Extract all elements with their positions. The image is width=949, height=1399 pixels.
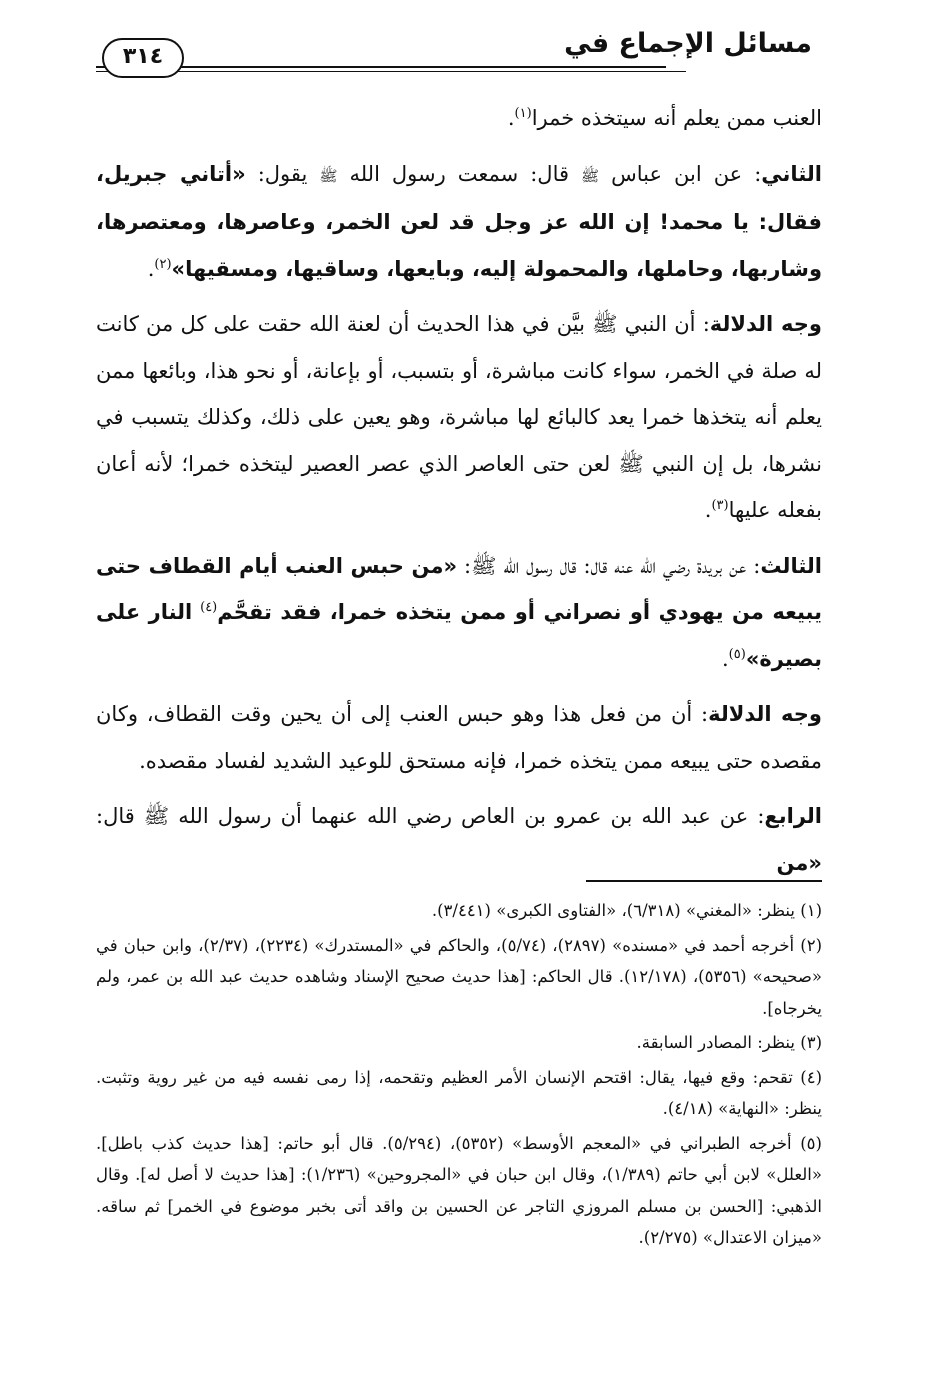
footnote-3: (٣) ينظر: المصادر السابقة. (636, 1033, 822, 1052)
section-lead: الثاني (761, 161, 822, 186)
honorific-symbol: ﷺ (581, 166, 600, 185)
paragraph-text: : عن عبد الله بن عمرو بن العاص رضي الله عنهما أن رسول الله ﷺ قال: (96, 804, 765, 828)
footnote-ref[interactable]: (١) (514, 106, 532, 121)
paragraph-text: : أن من فعل هذا وهو حبس العنب إلى أن يحين وقت القطاف، وكان مقصده حتى يبيعه ممن يتخذه خمرا، فإنه مستحق للوعيد الشديد لفساد مقصده. (96, 702, 822, 773)
page-number-badge: ٣١٤ (102, 38, 184, 78)
footnote-5: (٥) أخرجه الطبراني في «المعجم الأوسط» (٥٣٥٢)، (٥/٢٩٤). قال أبو حاتم: [هذا حديث كذب باطل]. «العلل» لابن أبي حاتم (١/٣٨٩)، وقال ابن حبان في «المجروحين» (١/٢٣٦): [هذا حديث لا أصل له]. وقال الذهبي: [الحسن بن مسلم المروزي التاجر عن الحسين بن واقد أتى بخبر موضوع في الخمر] ثم ساقه. «ميزان الاعتدال» (٢/٢٧٥). (96, 1133, 822, 1247)
footnote-ref[interactable]: (٢) (154, 256, 172, 272)
paragraph-continuation (96, 95, 822, 142)
section-lead: الرابع (764, 804, 822, 828)
running-header (96, 26, 822, 86)
paragraph-text: العنب ممن يعلم أنه سيتخذه خمرا (531, 106, 822, 130)
sentence-end: . (507, 106, 515, 130)
paragraph-third-hadith (96, 543, 822, 683)
paragraph-text: قال: سمعت رسول الله (349, 161, 570, 186)
hadith-quote: «أتاني جبريل، فقال: يا محمد! إن الله عز وجل قد لعن الخمر، وعاصرها، ومعتصرها، وشاربها، وحاملها، والمحمولة إليه، وبايعها، وساقيها، ومسقيها» (96, 161, 822, 281)
hadith-quote: «من (776, 850, 822, 875)
footnote-4: (٤) تقحم: وقع فيها، يقال: اقتحم الإنسان الأمر العظيم وتقحمه، إذا رمى نفسه فيه من غير روية وتثبت. ينظر: «النهاية» (٤/١٨). (96, 1067, 822, 1118)
paragraph-text: : عن ابن عباس (611, 161, 762, 186)
running-title: مسائل الإجماع في (564, 28, 812, 59)
section-lead: وجه الدلالة (708, 702, 822, 726)
section-lead: وجه الدلالة (709, 312, 822, 336)
sentence-end: . (147, 256, 155, 281)
honorific-symbol: ﷺ (319, 166, 338, 185)
footnote-ref[interactable]: (٥) (728, 646, 746, 662)
sentence-end: . (721, 646, 729, 671)
paragraph-text: : أن النبي ﷺ بيَّن في هذا الحديث أن لعنة الله حقت على كل من كانت له صلة في الخمر، سواء كانت مباشرة، أو بتسبب، أو بإعانة، أو نحو هذا، وبائعها ممن يعلم أنه يتخذها خمرا يعد كالبائع لها مباشرة، وهو يعين على ذلك، وكذلك يتسبب في نشرها، بل إن النبي ﷺ لعن حتى العاصر الذي عصر العصير ليتخذه خمرا؛ لأنه أعان بفعله عليها (96, 312, 822, 522)
paragraph-evidence-1 (96, 301, 822, 534)
book-page (96, 0, 822, 1399)
hadith-quote: «من حبس العنب أيام القطاف حتى يبيعه من يهودي أو نصراني أو ممن يتخذه خمرا، فقد تقحَّم (96, 553, 822, 624)
footnotes (96, 895, 822, 1257)
footnote-2: (٢) أخرجه أحمد في «مسنده» (٢٨٩٧)، (٥/٧٤)، والحاكم في «المستدرك» (٢٢٣٤)، (٢/٣٧)، وابن حبان في «صحيحه» (٥٣٥٦)، (١٢/١٧٨). قال الحاكم: [هذا حديث صحيح الإسناد وشاهده حديث عبد الله بن عمر، ولم يخرجاه]. (96, 935, 822, 1018)
footnote-1: (١) ينظر: «المغني» (٦/٣١٨)، «الفتاوى الكبرى» (٣/٤٤١). (431, 901, 822, 920)
sentence-end: . (704, 498, 712, 522)
paragraph-text: : عن بريدة رضي الله عنه قال: قال رسول الله ﷺ: (464, 553, 761, 578)
header-rule-thin (96, 71, 686, 72)
paragraph-text: يقول: (257, 161, 308, 186)
paragraph-evidence-2 (96, 691, 822, 784)
paragraph-second-hadith (96, 151, 822, 293)
paragraph-fourth-hadith (96, 793, 822, 886)
hadith-quote-end: النار على بصيرة» (96, 600, 822, 671)
main-text (96, 95, 822, 895)
footnote-ref[interactable]: (٤) (200, 600, 218, 615)
footnote-separator (586, 880, 822, 882)
footnote-ref[interactable]: (٣) (711, 498, 729, 513)
section-lead: الثالث (760, 553, 822, 578)
